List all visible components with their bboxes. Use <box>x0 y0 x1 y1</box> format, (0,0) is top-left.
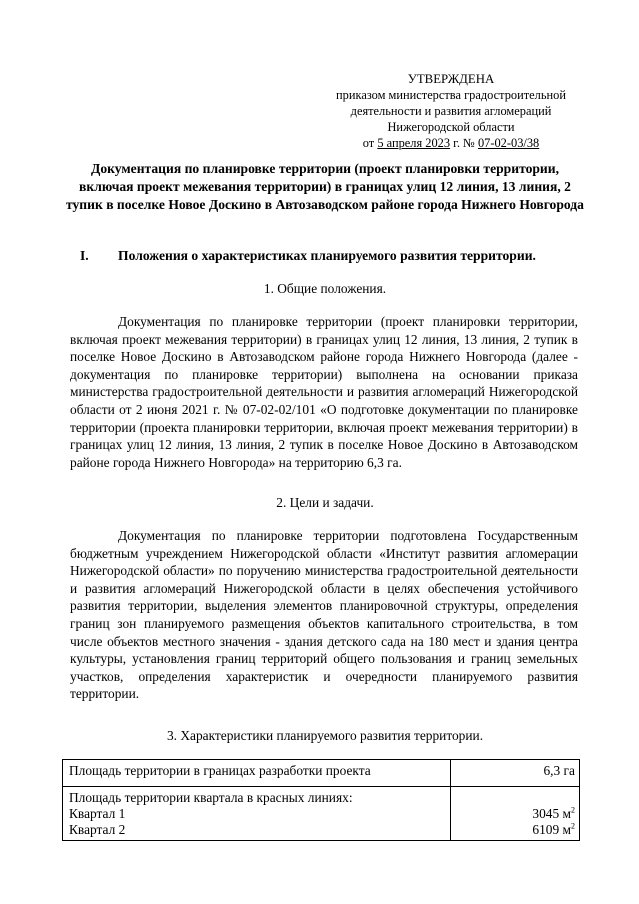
table-cell-label: Площадь территории в границах разработки проекта <box>63 760 451 787</box>
approval-line-2: деятельности и развития агломераций <box>350 104 552 118</box>
characteristics-table <box>62 759 580 841</box>
quarter-area-heading: Площадь территории квартала в красных линиях: <box>69 790 353 805</box>
approval-line-1: приказом министерства градостроительной <box>336 88 566 102</box>
table-cell-value: 6,3 га <box>451 760 580 787</box>
paragraph-general: Документация по планировке территории (проект планировки территории, включая проект межевания территории) в границах улиц 12 линия, 13 линия, 2 тупик в поселке Новое Доскино в Автозаводском районе города Нижнего Новгорода (далее - документация по планировке территории) выполнена на основании приказа министерства градостроительной деятельности и развития агломераций Нижегородской области от 2 июня 2021 г. № 07-02-02/101 «О подготовке документации по планировке территории (проекта планировки территории, включая проект межевания территории) в границах улиц 12 линия, 13 линия, 2 тупик в поселке Новое Доскино в Автозаводском районе города Нижнего Новгорода» на территорию 6,3 га. <box>70 314 578 470</box>
table-row <box>63 787 580 841</box>
document-title: Документация по планировке территории (проект планировки территории, включая проект межевания территории) в границах улиц 12 линия, 13 линия, 2 тупик в поселке Новое Доскино в Автозаводском районе города Нижнего Новгорода <box>66 161 584 212</box>
section-heading <box>80 247 580 264</box>
paragraph-goals: Документация по планировке территории подготовлена Государственным бюджетным учреждением Нижегородской области «Институт развития агломерации Нижегородской области» по поручению министерства градостроительной деятельности и развития агломераций Нижегородской области в целях обеспечения устойчивого развития территории, выделения элементов планировочной структуры, определения границ зон планируемого размещения объектов капитального строительства, в том числе объектов местного значения - здания детского сада на 180 мест и здания центра культуры, установления границ территорий общего пользования и границ земельных участков, определения характеристик и очередности планируемого развития территории. <box>70 528 578 702</box>
approval-date: 5 апреля 2023 <box>377 136 451 150</box>
table-cell-label <box>63 787 451 841</box>
table-row <box>63 760 580 787</box>
subsection-heading-goals: 2. Цели и задачи. <box>276 495 374 510</box>
quarter-2-label: Квартал 2 <box>69 822 126 837</box>
approval-date-prefix: от <box>362 136 375 150</box>
section-title: Положения о характеристиках планируемого развития территории. <box>118 248 536 263</box>
approval-line-3: Нижегородской области <box>387 120 515 134</box>
approval-stamp <box>306 71 596 151</box>
approval-year-suffix: г. № <box>453 136 475 150</box>
approval-date-line <box>306 135 596 151</box>
approval-number: 07-02-03/38 <box>477 136 540 150</box>
approval-status: УТВЕРЖДЕНА <box>407 72 495 86</box>
quarter-2-area: 6109 $м^2$ <box>532 821 575 837</box>
section-number: I. <box>80 248 89 263</box>
table-cell-value <box>451 787 580 841</box>
quarter-1-area: 3045 $м^2$ <box>532 805 575 821</box>
quarter-1-label: Квартал 1 <box>69 806 126 821</box>
subsection-heading-general: 1. Общие положения. <box>263 281 387 296</box>
subsection-heading-characteristics: 3. Характеристики планируемого развития территории. <box>166 728 484 743</box>
